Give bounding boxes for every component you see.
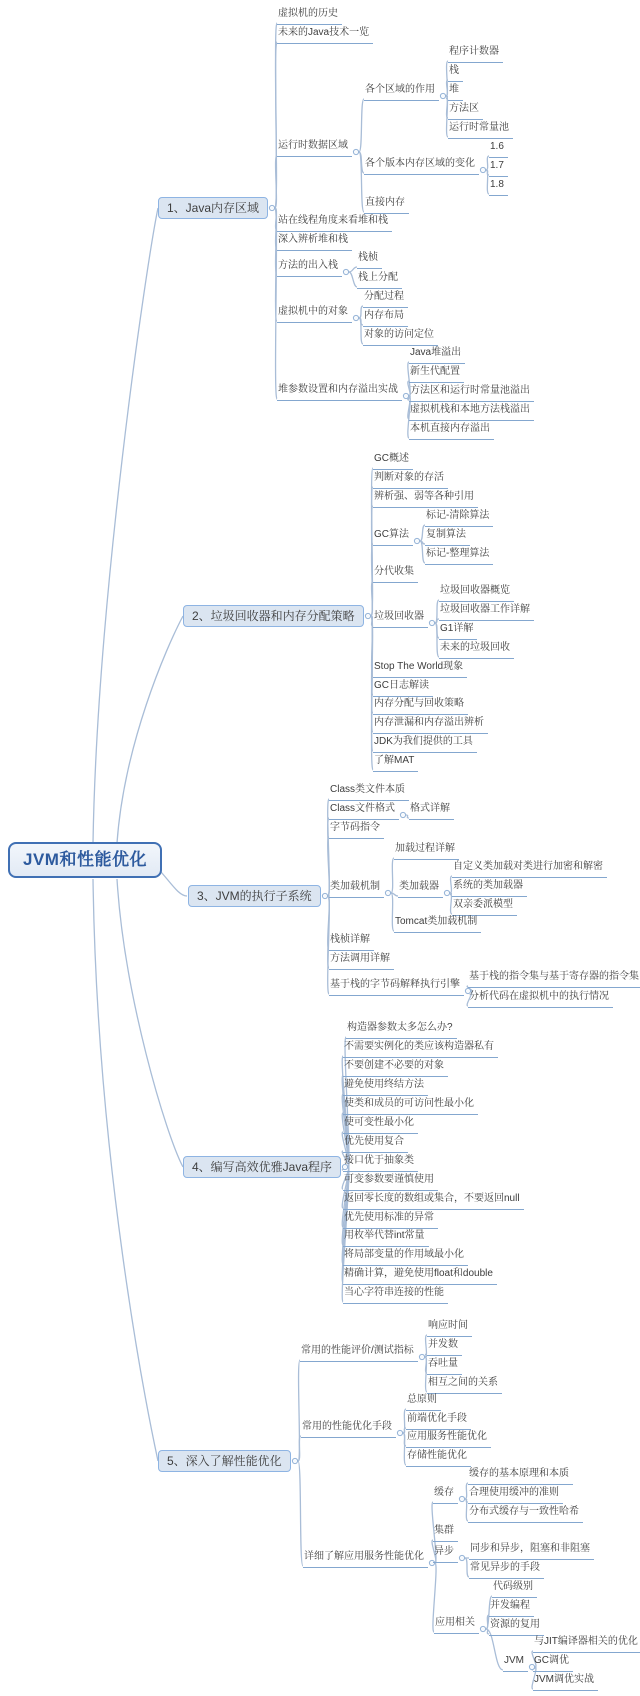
subtopic[interactable]: Tomcat类加载机制 <box>394 915 481 933</box>
root-branch-connector <box>117 879 183 1167</box>
subtopic[interactable]: 方法区和运行时常量池溢出 <box>409 384 534 402</box>
main-topic-3[interactable]: 3、JVM的执行子系统 <box>188 885 321 907</box>
subtopic[interactable]: 堆参数设置和内存溢出实战 <box>277 383 402 401</box>
collapse-handle[interactable] <box>353 315 358 320</box>
root-topic[interactable]: JVM和性能优化 <box>8 842 162 878</box>
subtopic[interactable]: 程序计数器 <box>448 45 503 63</box>
subtopic[interactable]: 虚拟机栈和本地方法栈溢出 <box>409 403 534 421</box>
collapse-handle[interactable] <box>292 1458 297 1463</box>
subtopic[interactable]: JVM <box>503 1654 528 1672</box>
subtopic[interactable]: 方法区 <box>448 102 483 120</box>
subtopic[interactable]: 避免使用终结方法 <box>343 1078 428 1096</box>
subtopic[interactable]: 相互之间的关系 <box>427 1376 502 1394</box>
subtopic[interactable]: 接口优于抽象类 <box>343 1154 418 1172</box>
subtopic[interactable]: 用枚举代替int常量 <box>343 1229 429 1247</box>
subtopic[interactable]: 常用的性能评价/测试指标 <box>300 1344 418 1362</box>
subtopic[interactable]: 方法的出入栈 <box>277 259 342 277</box>
subtopic[interactable]: 加载过程详解 <box>394 842 459 860</box>
subtopic[interactable]: 了解MAT <box>373 754 418 772</box>
subtopic[interactable]: 缓存 <box>433 1486 458 1504</box>
collapse-handle[interactable] <box>343 269 348 274</box>
subtopic[interactable]: 运行时数据区域 <box>277 139 352 157</box>
subtopic[interactable]: 缓存的基本原理和本质 <box>468 1467 573 1485</box>
subtopic[interactable]: 1.8 <box>489 178 508 196</box>
subtopic[interactable]: 虚拟机中的对象 <box>277 305 352 323</box>
collapse-handle[interactable] <box>459 1555 464 1560</box>
subtopic[interactable]: 堆 <box>448 83 463 101</box>
subtopic[interactable]: 可变参数要谨慎使用 <box>343 1173 438 1191</box>
subtopic[interactable]: 使可变性最小化 <box>343 1116 418 1134</box>
collapse-handle[interactable] <box>429 620 434 625</box>
subtopic[interactable]: GC调优 <box>533 1654 573 1672</box>
subtopic[interactable]: 代码级别 <box>492 1580 537 1598</box>
subtopic[interactable]: 前端优化手段 <box>406 1412 471 1430</box>
subtopic[interactable]: 垃圾回收器 <box>373 610 428 628</box>
subtopic[interactable]: 集群 <box>433 1524 458 1542</box>
subtopic[interactable]: 系统的类加载器 <box>452 879 527 897</box>
collapse-handle[interactable] <box>365 613 370 618</box>
subtopic[interactable]: 常用的性能优化手段 <box>301 1420 396 1438</box>
subtopic[interactable]: 直接内存 <box>364 196 409 214</box>
collapse-handle[interactable] <box>322 893 327 898</box>
subtopic[interactable]: 异步 <box>433 1545 458 1563</box>
main-topic-4[interactable]: 4、编写高效优雅Java程序 <box>183 1156 341 1178</box>
collapse-handle[interactable] <box>480 1626 485 1631</box>
subtopic[interactable]: 新生代配置 <box>409 365 464 383</box>
subtopic[interactable]: JDK为我们提供的工具 <box>373 735 477 753</box>
collapse-handle[interactable] <box>403 393 408 398</box>
subtopic[interactable]: 与JIT编译器相关的优化 <box>533 1635 640 1653</box>
collapse-handle[interactable] <box>440 93 445 98</box>
subtopic[interactable]: 内存布局 <box>363 309 408 327</box>
collapse-handle[interactable] <box>444 890 449 895</box>
subtopic[interactable]: 常见异步的手段 <box>469 1561 544 1579</box>
subtopic[interactable]: 栈桢详解 <box>329 933 374 951</box>
subtopic[interactable]: 返回零长度的数组或集合，不要返回null <box>343 1192 524 1210</box>
subtopic[interactable]: 1.6 <box>489 140 508 158</box>
subtopic[interactable]: 分布式缓存与一致性哈希 <box>468 1505 583 1523</box>
collapse-handle[interactable] <box>400 812 405 817</box>
subtopic[interactable]: 基于栈的指令集与基于寄存器的指令集 <box>468 970 640 988</box>
subtopic[interactable]: 字节码指令 <box>329 821 384 839</box>
subtopic[interactable]: 资源的复用 <box>489 1618 544 1636</box>
collapse-handle[interactable] <box>385 890 390 895</box>
root-branch-connector <box>93 208 158 843</box>
subtopic[interactable]: 虚拟机的历史 <box>277 7 342 25</box>
subtopic[interactable]: 深入辨析堆和栈 <box>277 233 352 251</box>
subtopic[interactable]: 各个区域的作用 <box>364 83 439 101</box>
subtopic[interactable]: 判断对象的存活 <box>373 471 448 489</box>
subtopic[interactable]: 类加载机制 <box>329 880 384 898</box>
subtopic[interactable]: 内存泄漏和内存溢出辨析 <box>373 716 488 734</box>
subtopic[interactable]: 分代收集 <box>373 565 418 583</box>
subtopic[interactable]: 辨析强、弱等各种引用 <box>373 490 478 508</box>
subtopic[interactable]: 优先使用标准的异常 <box>343 1211 438 1229</box>
subtopic[interactable]: G1详解 <box>439 622 477 640</box>
subtopic[interactable]: 详细了解应用服务性能优化 <box>303 1550 428 1568</box>
subtopic[interactable]: 格式详解 <box>409 802 454 820</box>
subtopic[interactable]: 标记-清除算法 <box>425 509 493 527</box>
subtopic[interactable]: 未来的Java技术一览 <box>277 26 373 44</box>
subtopic[interactable]: 吞吐量 <box>427 1357 462 1375</box>
subtopic[interactable]: 精确计算，避免使用float和double <box>343 1267 497 1285</box>
subtopic[interactable]: 响应时间 <box>427 1319 472 1337</box>
subtopic[interactable]: 双亲委派模型 <box>452 898 517 916</box>
subtopic[interactable]: 构造器参数太多怎么办? <box>346 1021 457 1039</box>
subtopic[interactable]: Class文件格式 <box>329 802 399 820</box>
collapse-handle[interactable] <box>414 538 419 543</box>
subtopic[interactable]: 内存分配与回收策略 <box>373 697 468 715</box>
collapse-handle[interactable] <box>419 1354 424 1359</box>
subtopic[interactable]: 基于栈的字节码解释执行引擎 <box>329 978 464 996</box>
root-branch-connector <box>93 879 158 1461</box>
subtopic[interactable]: GC算法 <box>373 528 413 546</box>
subtopic[interactable]: 站在线程角度来看堆和栈 <box>277 214 392 232</box>
subtopic[interactable]: 同步和异步，阻塞和非阻塞 <box>469 1542 594 1560</box>
branch-connector <box>349 267 357 272</box>
subtopic[interactable]: 应用服务性能优化 <box>406 1430 491 1448</box>
subtopic[interactable]: 总原则 <box>406 1393 441 1411</box>
subtopic[interactable]: 方法调用详解 <box>329 952 394 970</box>
root-branch-connector <box>117 616 183 843</box>
subtopic[interactable]: 垃圾回收器工作详解 <box>439 603 534 621</box>
subtopic[interactable]: Stop The World现象 <box>373 660 467 678</box>
subtopic[interactable]: 栈上分配 <box>357 271 402 289</box>
subtopic[interactable]: 标记-整理算法 <box>425 547 493 565</box>
subtopic[interactable]: 栈桢 <box>357 251 382 269</box>
subtopic[interactable]: JVM调优实战 <box>533 1673 598 1691</box>
branch-connector <box>298 1436 301 1461</box>
root-branch-connector <box>161 872 187 896</box>
subtopic[interactable]: 并发编程 <box>489 1599 534 1617</box>
subtopic[interactable]: 不要创建不必要的对象 <box>343 1059 448 1077</box>
subtopic[interactable]: 栈 <box>448 64 463 82</box>
subtopic[interactable]: GC概述 <box>373 452 413 470</box>
subtopic[interactable]: Class类文件本质 <box>329 783 409 801</box>
main-topic-5[interactable]: 5、深入了解性能优化 <box>158 1450 291 1472</box>
subtopic[interactable]: 优先使用复合 <box>343 1135 408 1153</box>
subtopic[interactable]: 对象的访问定位 <box>363 328 438 346</box>
collapse-handle[interactable] <box>459 1496 464 1501</box>
subtopic[interactable]: 1.7 <box>489 159 508 177</box>
subtopic[interactable]: 使类和成员的可访问性最小化 <box>343 1097 478 1115</box>
subtopic[interactable]: 未来的垃圾回收 <box>439 641 514 659</box>
subtopic[interactable]: 分配过程 <box>363 290 408 308</box>
subtopic[interactable]: 合理使用缓冲的准则 <box>468 1486 563 1504</box>
subtopic[interactable]: 类加载器 <box>398 880 443 898</box>
branch-connector <box>391 858 394 893</box>
subtopic[interactable]: Java堆溢出 <box>409 346 465 364</box>
subtopic[interactable]: 存储性能优化 <box>406 1449 471 1467</box>
subtopic[interactable]: 不需要实例化的类应该构造器私有 <box>343 1040 498 1058</box>
subtopic[interactable]: GC日志解读 <box>373 679 433 697</box>
subtopic[interactable]: 垃圾回收器概览 <box>439 584 514 602</box>
subtopic[interactable]: 分析代码在虚拟机中的执行情况 <box>468 990 613 1008</box>
subtopic[interactable]: 将局部变量的作用域最小化 <box>343 1248 468 1266</box>
subtopic[interactable]: 当心字符串连接的性能 <box>343 1286 448 1304</box>
collapse-handle[interactable] <box>480 167 485 172</box>
main-topic-1[interactable]: 1、Java内存区域 <box>158 197 268 219</box>
subtopic[interactable]: 并发数 <box>427 1338 462 1356</box>
subtopic[interactable]: 复制算法 <box>425 528 470 546</box>
collapse-handle[interactable] <box>397 1430 402 1435</box>
subtopic[interactable]: 本机直接内存溢出 <box>409 422 494 440</box>
collapse-handle[interactable] <box>269 205 274 210</box>
main-topic-2[interactable]: 2、垃圾回收器和内存分配策略 <box>183 605 364 627</box>
subtopic[interactable]: 自定义类加载对类进行加密和解密 <box>452 860 607 878</box>
subtopic[interactable]: 应用相关 <box>434 1616 479 1634</box>
subtopic[interactable]: 各个版本内存区域的变化 <box>364 157 479 175</box>
collapse-handle[interactable] <box>353 149 358 154</box>
subtopic[interactable]: 运行时常量池 <box>448 121 513 139</box>
branch-connector <box>349 272 357 287</box>
branch-connector <box>359 99 364 152</box>
